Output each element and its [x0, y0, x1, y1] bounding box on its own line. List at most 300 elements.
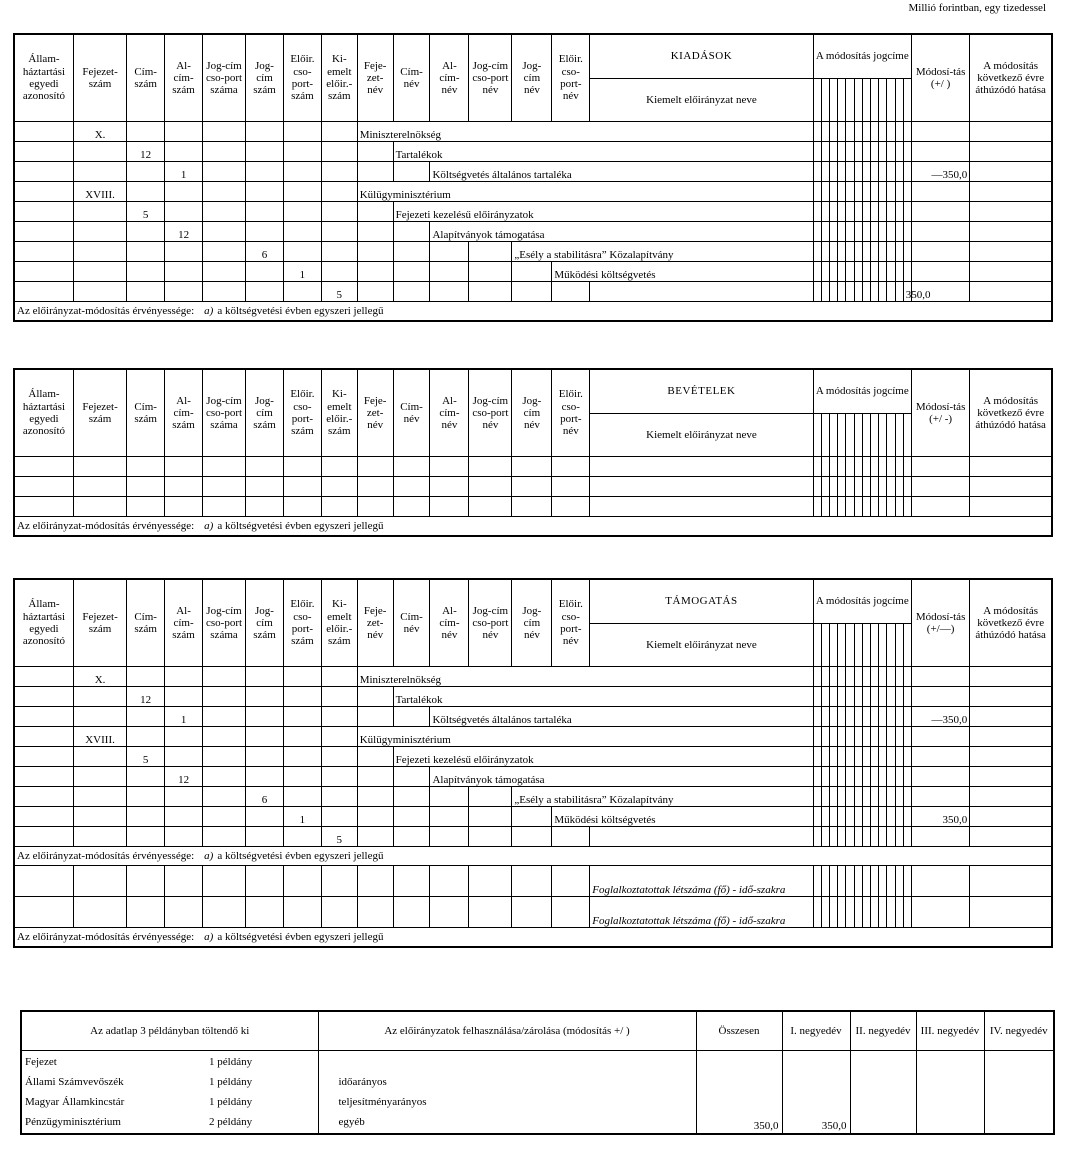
empty-cell: [283, 142, 321, 162]
col-header: Jog-cím cso-port név: [469, 369, 512, 457]
empty-cell: [165, 477, 203, 497]
empty-cell: [283, 827, 321, 847]
empty-cell: [321, 202, 357, 222]
mod-cell: [813, 262, 821, 282]
amount-cell: [911, 142, 969, 162]
col-header: Feje-zet-név: [357, 579, 393, 667]
validity-note: Az előirányzat-módosítás érvényessége: a) a költségvetési évben egyszeri jellegű: [14, 847, 1052, 866]
mod-cell: [813, 162, 821, 182]
empty-cell: [203, 667, 246, 687]
next-year-header: A módosítás következő évre áthúzódó hatása: [970, 369, 1052, 457]
name-cell: Költségvetés általános tartaléka: [430, 162, 813, 182]
empty-cell: [552, 897, 590, 928]
col-header: Ki-emelt előir.-szám: [321, 579, 357, 667]
empty-cell: [127, 707, 165, 727]
name-cell: „Esély a stabilitásra” Közalapítvány: [512, 787, 813, 807]
empty-cell: [127, 122, 165, 142]
empty-cell: [357, 497, 393, 517]
mod-cell: [895, 827, 903, 847]
mod-cell: [903, 122, 911, 142]
col-header: Jog-cím név: [512, 34, 552, 122]
mod-title: A módosítás jogcíme: [813, 34, 911, 79]
mod-cell: [846, 707, 854, 727]
mod-cell: [821, 162, 829, 182]
next-year-cell: [970, 707, 1052, 727]
col-header: Állam-háztartási egyedi azonosító: [14, 34, 73, 122]
mod-cell: [862, 457, 870, 477]
validity-note: Az előirányzat-módosítás érvényessége: a) a költségvetési évben egyszeri jellegű: [14, 517, 1052, 537]
empty-cell: [430, 282, 469, 302]
mod-cell: [887, 807, 895, 827]
next-year-header: A módosítás következő évre áthúzódó hatása: [970, 579, 1052, 667]
empty-cell: [283, 477, 321, 497]
empty-cell: [203, 182, 246, 202]
col-header: Fejezet-szám: [73, 369, 126, 457]
name-cell: Tartalékok: [393, 687, 813, 707]
amount-header: Módosí-tás (+/ ): [911, 34, 969, 122]
name-cell: Tartalékok: [393, 142, 813, 162]
mod-cell: [870, 282, 878, 302]
mod-subcell: [870, 414, 878, 457]
mod-cell: [870, 222, 878, 242]
mod-subcell: [854, 79, 862, 122]
empty-cell: [357, 787, 393, 807]
next-year-cell: [970, 897, 1052, 928]
col-header: Al-cím-szám: [165, 34, 203, 122]
mod-subcell: [887, 624, 895, 667]
empty-cell: [512, 827, 552, 847]
col-header: Jog-cím cso-port száma: [203, 369, 246, 457]
mod-subcell: [862, 624, 870, 667]
empty-cell: [14, 122, 73, 142]
empty-cell: [321, 897, 357, 928]
code-cell: 1: [165, 162, 203, 182]
mod-cell: [879, 687, 887, 707]
empty-cell: [73, 262, 126, 282]
empty-cell: [321, 262, 357, 282]
mod-cell: [821, 866, 829, 897]
next-year-cell: [970, 667, 1052, 687]
empty-cell: [357, 827, 393, 847]
mod-cell: [895, 787, 903, 807]
mod-cell: [895, 497, 903, 517]
empty-cell: [357, 222, 393, 242]
col-header: Feje-zet-név: [357, 34, 393, 122]
mod-cell: [838, 262, 846, 282]
next-year-cell: [970, 477, 1052, 497]
empty-cell: [393, 162, 430, 182]
amount-cell: [911, 687, 969, 707]
mod-cell: [879, 707, 887, 727]
mod-cell: [813, 202, 821, 222]
code-cell: 6: [246, 787, 284, 807]
empty-cell: [393, 767, 430, 787]
mod-cell: [887, 162, 895, 182]
mod-cell: [813, 142, 821, 162]
name-cell: Fejezeti kezelésű előirányzatok: [393, 202, 813, 222]
next-year-cell: [970, 747, 1052, 767]
mod-cell: [821, 897, 829, 928]
empty-cell: [203, 687, 246, 707]
empty-cell: [590, 477, 813, 497]
mod-cell: [813, 477, 821, 497]
recipient-row: Magyar Államkincstár 1 példány: [25, 1096, 253, 1108]
empty-cell: [283, 122, 321, 142]
mod-cell: [879, 827, 887, 847]
recipient-list: [21, 1051, 318, 1135]
mod-cell: [879, 282, 887, 302]
next-year-cell: [970, 122, 1052, 142]
empty-cell: [14, 787, 73, 807]
table-row: [14, 807, 1052, 827]
kiadasok-table: [13, 33, 1053, 322]
mod-cell: [870, 707, 878, 727]
amount-cell: —350,0: [911, 707, 969, 727]
amount-cell: —350,0: [911, 162, 969, 182]
mod-cell: [854, 667, 862, 687]
empty-cell: [165, 497, 203, 517]
empty-cell: [469, 807, 512, 827]
empty-cell: [469, 866, 512, 897]
mod-cell: [813, 667, 821, 687]
empty-cell: [321, 142, 357, 162]
mod-cell: [870, 162, 878, 182]
empty-cell: [321, 222, 357, 242]
mod-cell: [846, 122, 854, 142]
mod-cell: [903, 222, 911, 242]
mod-cell: [838, 747, 846, 767]
mod-cell: [821, 282, 829, 302]
empty-cell: [73, 497, 126, 517]
empty-cell: [73, 747, 126, 767]
mod-cell: [879, 767, 887, 787]
table-row: [14, 477, 1052, 497]
code-cell: 1: [283, 807, 321, 827]
mod-cell: [870, 497, 878, 517]
mod-cell: [838, 282, 846, 302]
empty-cell: [14, 807, 73, 827]
mod-cell: [838, 897, 846, 928]
table-row: [14, 707, 1052, 727]
empty-cell: [321, 767, 357, 787]
mod-cell: [838, 787, 846, 807]
mod-cell: [830, 222, 838, 242]
mod-cell: [854, 807, 862, 827]
mod-cell: [846, 827, 854, 847]
amount-cell: [911, 767, 969, 787]
col-header: Al-cím-szám: [165, 369, 203, 457]
empty-cell: [14, 182, 73, 202]
empty-cell: [283, 182, 321, 202]
mod-cell: [887, 182, 895, 202]
next-year-cell: [970, 142, 1052, 162]
mod-cell: [854, 827, 862, 847]
code-cell: 5: [321, 282, 357, 302]
mod-subcell: [870, 79, 878, 122]
col-header: Állam-háztartási egyedi azonosító: [14, 369, 73, 457]
recipient-row: Pénzügyminisztérium 2 példány: [25, 1116, 253, 1128]
mod-cell: [846, 242, 854, 262]
empty-cell: [127, 787, 165, 807]
mod-cell: [813, 222, 821, 242]
mod-cell: [830, 827, 838, 847]
mod-cell: [830, 262, 838, 282]
col-header: Cím-szám: [127, 369, 165, 457]
mod-subcell: [879, 414, 887, 457]
code-cell: 12: [165, 767, 203, 787]
empty-cell: [552, 477, 590, 497]
empty-cell: [203, 162, 246, 182]
q3-value: [916, 1051, 984, 1135]
empty-cell: [321, 747, 357, 767]
empty-cell: [246, 457, 284, 477]
empty-cell: [469, 477, 512, 497]
empty-cell: [357, 687, 393, 707]
mod-cell: [821, 767, 829, 787]
mod-cell: [887, 222, 895, 242]
mod-cell: [813, 807, 821, 827]
mod-cell: [895, 242, 903, 262]
mod-cell: [870, 667, 878, 687]
empty-cell: [203, 202, 246, 222]
mod-cell: [870, 687, 878, 707]
mod-cell: [821, 122, 829, 142]
name-cell: „Esély a stabilitásra” Közalapítvány: [512, 242, 813, 262]
empty-cell: [283, 282, 321, 302]
mod-cell: [838, 866, 846, 897]
empty-cell: [246, 477, 284, 497]
mod-cell: [830, 122, 838, 142]
col-header: Jog-cím cso-port száma: [203, 34, 246, 122]
mod-cell: [879, 497, 887, 517]
mod-cell: [846, 667, 854, 687]
mod-cell: [846, 897, 854, 928]
amount-cell: [911, 747, 969, 767]
mod-cell: [870, 787, 878, 807]
empty-cell: [246, 747, 284, 767]
empty-cell: [14, 262, 73, 282]
mod-cell: [879, 142, 887, 162]
empty-cell: [165, 827, 203, 847]
mod-cell: [895, 142, 903, 162]
table-row: [14, 747, 1052, 767]
col-header: Jog-cím szám: [246, 369, 284, 457]
empty-cell: [14, 767, 73, 787]
mod-cell: [887, 767, 895, 787]
empty-cell: [552, 457, 590, 477]
col-header: Feje-zet-név: [357, 369, 393, 457]
empty-cell: [165, 202, 203, 222]
mod-cell: [895, 747, 903, 767]
mod-cell: [903, 866, 911, 897]
empty-cell: [14, 827, 73, 847]
mod-cell: [887, 707, 895, 727]
code-cell: XVIII.: [73, 182, 126, 202]
empty-cell: [512, 457, 552, 477]
empty-cell: [393, 866, 430, 897]
mod-cell: [870, 727, 878, 747]
empty-cell: [203, 497, 246, 517]
col-header: Cím-név: [393, 34, 430, 122]
mod-cell: [846, 687, 854, 707]
mod-cell: [879, 667, 887, 687]
summary-table: [20, 1010, 1055, 1135]
mod-cell: [830, 727, 838, 747]
mod-cell: [862, 866, 870, 897]
empty-cell: [246, 667, 284, 687]
mod-cell: [903, 202, 911, 222]
mod-subcell: [821, 414, 829, 457]
total-value: 350,0: [696, 1051, 782, 1135]
code-cell: X.: [73, 122, 126, 142]
mod-subcell: [887, 79, 895, 122]
name-cell: Fejezeti kezelésű előirányzatok: [393, 747, 813, 767]
empty-cell: [203, 827, 246, 847]
empty-cell: [246, 866, 284, 897]
subtitle: Kiemelt előirányzat neve: [590, 79, 813, 122]
mod-cell: [821, 182, 829, 202]
mod-cell: [846, 457, 854, 477]
name-cell: Működési költségvetés: [552, 262, 813, 282]
code-cell: 5: [127, 747, 165, 767]
empty-cell: [430, 242, 469, 262]
mod-cell: [862, 827, 870, 847]
validity-note: Az előirányzat-módosítás érvényessége: a) a költségvetési évben egyszeri jellegű: [14, 928, 1052, 948]
amount-cell: [911, 222, 969, 242]
mod-cell: [830, 866, 838, 897]
mod-subcell: [870, 624, 878, 667]
mod-cell: [862, 262, 870, 282]
total-header: Összesen: [696, 1011, 782, 1051]
mod-cell: [879, 787, 887, 807]
mod-cell: [838, 767, 846, 787]
mod-cell: [854, 747, 862, 767]
empty-cell: [246, 827, 284, 847]
empty-cell: [321, 162, 357, 182]
mod-cell: [846, 202, 854, 222]
empty-cell: [393, 262, 430, 282]
empty-cell: [203, 282, 246, 302]
mod-cell: [887, 866, 895, 897]
mod-cell: [838, 827, 846, 847]
mod-cell: [838, 202, 846, 222]
mod-cell: [854, 122, 862, 142]
q4-header: IV. negyedév: [984, 1011, 1054, 1051]
empty-cell: [469, 787, 512, 807]
mod-cell: [830, 457, 838, 477]
mod-cell: [813, 767, 821, 787]
mod-cell: [879, 122, 887, 142]
mod-cell: [846, 182, 854, 202]
mod-cell: [846, 162, 854, 182]
subtitle: Kiemelt előirányzat neve: [590, 624, 813, 667]
empty-cell: [127, 262, 165, 282]
mod-cell: [862, 787, 870, 807]
amount-header: Módosí-tás (+/ -): [911, 369, 969, 457]
col-header: Jog-cím cso-port név: [469, 34, 512, 122]
empty-cell: [246, 687, 284, 707]
mod-cell: [870, 807, 878, 827]
mod-cell: [862, 897, 870, 928]
col-header: Ki-emelt előir.-szám: [321, 34, 357, 122]
empty-cell: [165, 866, 203, 897]
mod-cell: [813, 707, 821, 727]
mod-cell: [838, 497, 846, 517]
amount-header: Módosí-tás (+/—): [911, 579, 969, 667]
col-header: Al-cím-szám: [165, 579, 203, 667]
mod-cell: [870, 747, 878, 767]
amount-cell: [911, 787, 969, 807]
mod-cell: [854, 457, 862, 477]
mod-subcell: [895, 414, 903, 457]
empty-cell: [430, 897, 469, 928]
code-cell: 1: [165, 707, 203, 727]
col-header: Előir. cso-port-név: [552, 369, 590, 457]
empty-cell: [165, 897, 203, 928]
col-header: Előir. cso-port-szám: [283, 369, 321, 457]
amount-cell: [911, 667, 969, 687]
mod-cell: [838, 122, 846, 142]
mod-cell: [870, 827, 878, 847]
recipient-row: Fejezet 1 példány: [25, 1056, 253, 1068]
mod-cell: [879, 242, 887, 262]
empty-cell: [393, 497, 430, 517]
empty-cell: [127, 162, 165, 182]
mod-cell: [879, 182, 887, 202]
mod-cell: [813, 122, 821, 142]
mod-cell: [854, 242, 862, 262]
empty-cell: [165, 807, 203, 827]
empty-cell: [73, 142, 126, 162]
mod-cell: [887, 827, 895, 847]
table-row: [14, 727, 1052, 747]
empty-cell: [14, 707, 73, 727]
table-row: [14, 457, 1052, 477]
mod-subcell: [821, 79, 829, 122]
empty-cell: [165, 242, 203, 262]
mod-cell: [813, 827, 821, 847]
empty-cell: [393, 707, 430, 727]
table-row: [14, 497, 1052, 517]
mod-cell: [895, 767, 903, 787]
next-year-cell: [970, 767, 1052, 787]
mod-subcell: [830, 79, 838, 122]
empty-cell: [14, 222, 73, 242]
col-header: Jog-cím név: [512, 579, 552, 667]
mod-cell: [862, 767, 870, 787]
col-header: Cím-szám: [127, 34, 165, 122]
next-year-cell: [970, 182, 1052, 202]
mod-cell: [887, 122, 895, 142]
mod-cell: [903, 807, 911, 827]
empty-cell: [127, 767, 165, 787]
mod-cell: [895, 222, 903, 242]
mod-cell: [854, 687, 862, 707]
mod-cell: [862, 667, 870, 687]
empty-cell: [357, 142, 393, 162]
name-cell: Miniszterelnökség: [357, 122, 813, 142]
empty-cell: [165, 687, 203, 707]
empty-cell: [357, 162, 393, 182]
mod-cell: [895, 457, 903, 477]
table-row: [14, 122, 1052, 142]
empty-cell: [430, 827, 469, 847]
empty-cell: [73, 687, 126, 707]
name-cell: Alapítványok támogatása: [430, 767, 813, 787]
empty-cell: [393, 827, 430, 847]
empty-cell: [393, 222, 430, 242]
mod-cell: [838, 477, 846, 497]
